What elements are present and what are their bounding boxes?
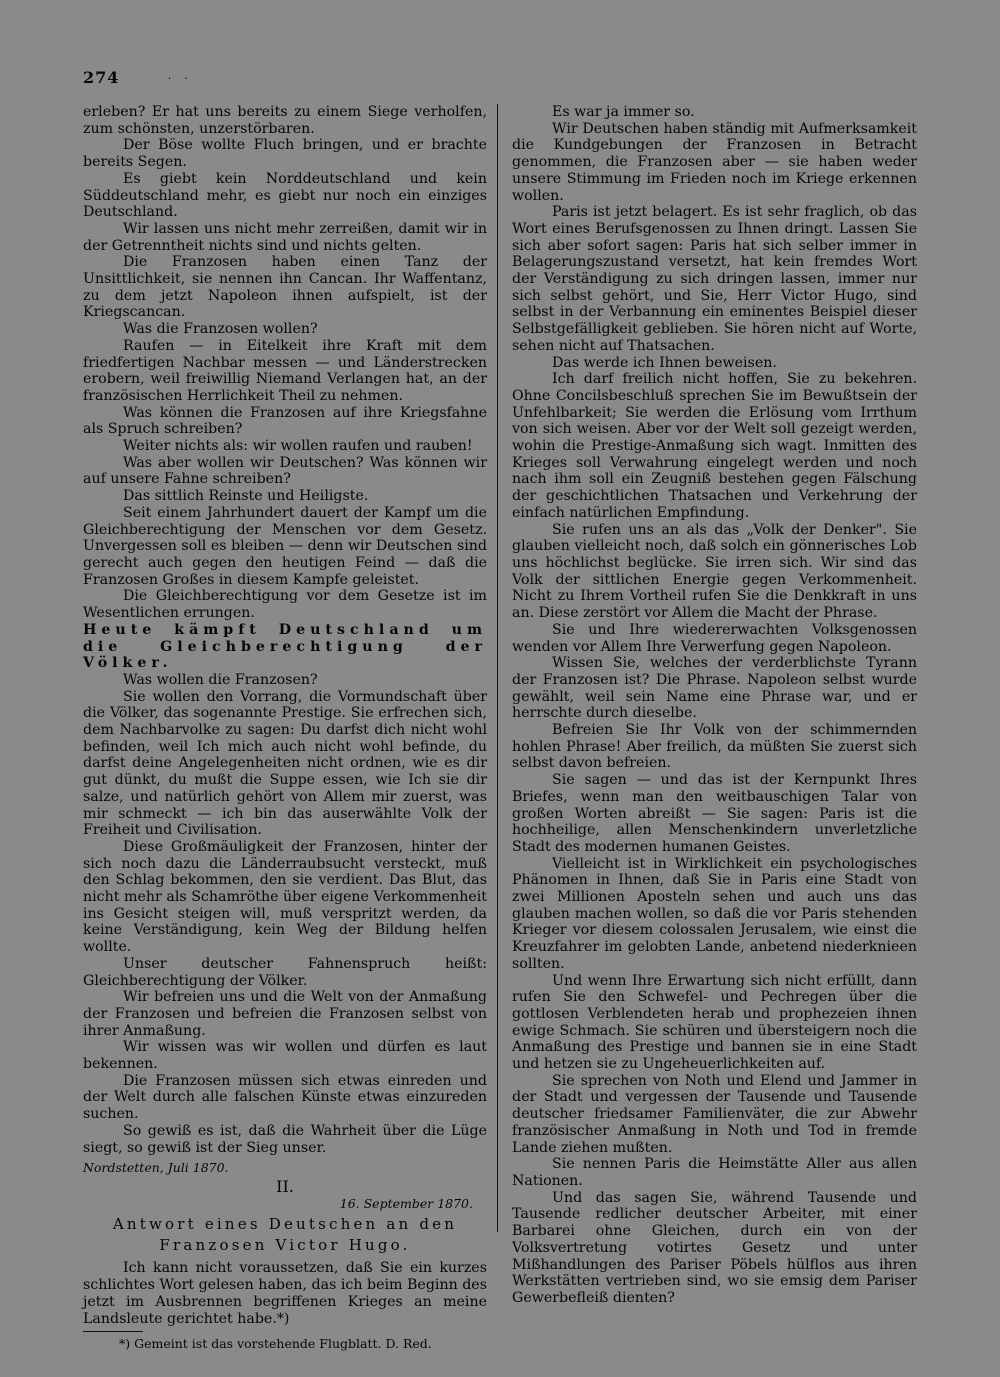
paragraph: Wissen Sie, welches der verderblichste Tyrann der Franzosen ist? Die Phrase. Napoleon selbst wurde gewählt, weil sein Name eine Phrase war, und er herrschte durch dieselbe.: [512, 655, 917, 722]
paragraph: Seit einem Jahrhundert dauert der Kampf um die Gleichberechtigung der Menschen vor dem Gesetz. Unvergessen soll es bleiben — denn wir Deutschen sind gerecht auch gegen den heutigen Feind — daß die Franzosen Großes in diesem Kampfe geleistet.: [83, 504, 487, 588]
paragraph: Was können die Franzosen auf ihre Kriegsfahne als Spruch schreiben?: [83, 404, 487, 438]
paragraph: Befreien Sie Ihr Volk von der schimmernden hohlen Phrase! Aber freilich, da müßten Sie zuerst sich selbst davon befreien.: [512, 722, 917, 772]
footnote-divider: [83, 1331, 143, 1332]
paragraph: Sie wollen den Vorrang, die Vormundschaft über die Völker, das sogenannte Prestige. Sie erfrechen sich, dem Nachbarvolke zu sagen: Du darfst dich nicht wohl befinden, weil Ich mich auch nicht wohl befinde, du darfst deine Angelegenheiten nicht ordnen, wie es dir gut dünkt, du mußt die Suppe essen, wie Ich sie dir salze, und natürlich gehört von Allem mir zuerst, was mir schmeckt — ich bin das auserwählte Volk der Freiheit und Civilisation.: [83, 688, 487, 839]
paragraph: Was die Franzosen wollen?: [123, 321, 318, 338]
paragraph: Sie nennen Paris die Heimstätte Aller aus allen Nationen.: [512, 1156, 917, 1189]
paragraph: Wir lassen uns nicht mehr zerreißen, damit wir in der Getrenntheit nichts sind und nichts gelten.: [83, 220, 487, 254]
paragraph: Und wenn Ihre Erwartung sich nicht erfüllt, dann rufen Sie den Schwefel- und Pechregen über die gottlosen Verblendeten herab und prophezeien ihnen ewige Schmach. Sie schüren und übersteigern noch die Anmaßung des Prestige und bannen sie in eine Stadt und hetzen sie zu Ungeheuerlichkeiten auf.: [512, 972, 917, 1073]
paragraph: Das sittlich Reinste und Heiligste.: [123, 488, 369, 505]
paragraph: Unser deutscher Fahnenspruch heißt: Gleichberechtigung der Völker.: [83, 955, 487, 989]
paragraph: Was aber wollen wir Deutschen? Was können wir auf unsere Fahne schreiben?: [83, 454, 487, 488]
paragraph: Die Gleichberechtigung vor dem Gesetze ist im Wesentlichen errungen.: [83, 588, 487, 622]
page-number: 274: [83, 68, 120, 87]
paragraph: erleben? Er hat uns bereits zu einem Siege verholfen, zum schönsten, unzerstörbaren.: [83, 104, 487, 137]
right-column: [512, 104, 917, 1307]
paragraph: Vielleicht ist in Wirklichkeit ein psychologisches Phänomen in Ihnen, daß Sie in Paris eine Stadt von zwei Millionen Aposteln sehen und auch uns das glauben machen wollen, so daß die vor Paris stehenden Krieger vor diesem colossalen Jerusalem, wie einst die Kreuzfahrer im gelobten Lande, anbetend niederknieen sollten.: [512, 855, 917, 972]
paragraph: Ich darf freilich nicht hoffen, Sie zu bekehren. Ohne Concilsbeschluß sprechen Sie im Bewußtsein der Unfehlbarkeit; Sie werden die Erlösung vom Irrthum von sich weisen. Aber vor der Welt soll gezeigt werden, wohin die Prestige-Anmaßung sich wagt. Inmitten des Krieges soll Verwahrung eingelegt werden und noch nach ihm soll ein Zeugniß bestehen gegen Fälschung der geschichtlichen Thatsachen und Verkehrung der einfach natürlichen Empfindung.: [512, 371, 917, 521]
paragraph: Paris ist jetzt belagert. Es ist sehr fraglich, ob das Wort eines Berufsgenossen zu Ihnen dringt. Lassen Sie sich aber sofort sagen: Paris hat sich selber immer in Belagerungszustand versetzt, hat kein fremdes Wort der Verständigung zu sich dringen lassen, immer nur sich selbst gehört, und Sie, Herr Victor Hugo, sind selbst in der Verbannung ein eminentes Beispiel dieser Selbstgefälligkeit geblieben. Sie hören nicht auf Worte, sehen nicht auf Thatsachen.: [512, 204, 917, 354]
paragraph: Diese Großmäuligkeit der Franzosen, hinter der sich noch dazu die Länderraubsucht versteckt, muß den Schlag bekommen, den sie verdient. Das Blut, das nicht mehr als Schamröthe über eigene Verkommenheit ins Gesicht steigen will, muß verspritzt werden, da keine Verständigung, kein Weg der Bildung helfen wollte.: [83, 838, 487, 956]
paragraph: Es war ja immer so.: [552, 104, 695, 120]
paragraph: Die Franzosen haben einen Tanz der Unsittlichkeit, sie nennen ihn Cancan. Ihr Waffentanz, zu dem jetzt Napoleon ihnen aufspielt, ist der Kriegscancan.: [83, 254, 487, 321]
paragraph: Raufen — in Eitelkeit ihre Kraft mit dem friedfertigen Nachbar messen — und Länderstrecken erobern, weil freiwillig Niemand Verlangen hat, an der französischen Herrlichkeit Theil zu nehmen.: [83, 337, 487, 404]
left-paragraphs-c: [83, 1260, 487, 1327]
section-number: II.: [276, 1177, 294, 1196]
section-date: 16. September 1870.: [339, 1195, 473, 1211]
column-divider: [497, 104, 498, 1232]
paragraph: Der Böse wollte Fluch bringen, und er brachte bereits Segen.: [83, 137, 487, 171]
paragraph: Sie rufen uns an als das „Volk der Denker". Sie glauben vielleicht noch, daß solch ein gönnerisches Lob uns höchlichst beglücke. Sie irren sich. Wir sind das Volk der sittlichen Energie gegen Verkommenheit. Nicht zu Ihrem Vortheil rufen Sie die Denkkraft in uns an. Diese zerstört vor Allem die Macht der Phrase.: [512, 521, 917, 622]
paragraph: Ich kann nicht voraussetzen, daß Sie ein kurzes schlichtes Wort gelesen haben, das ich beim Beginn des jetzt im Ausbrennen begriffenen Krieges an meine Landsleute gerichtet habe.*): [83, 1260, 487, 1327]
dateline: Nordstetten, Juli 1870.: [83, 1160, 229, 1176]
emphasis-line: Heute kämpft Deutschland um die Gleichberechtigung der Völker.: [83, 621, 487, 672]
left-column: [83, 104, 487, 1353]
paragraph: Wir wissen was wir wollen und dürfen es laut bekennen.: [83, 1039, 487, 1073]
paragraph: Es giebt kein Norddeutschland und kein Süddeutschland mehr, es giebt nur noch ein einziges Deutschland.: [83, 170, 487, 221]
paragraph: Die Franzosen müssen sich etwas einreden und der Welt durch alle falschen Künste etwas einzureden suchen.: [83, 1072, 487, 1123]
paragraph: Und das sagen Sie, während Tausende und Tausende redlicher deutscher Arbeiter, mit einer Barbarei ohne Gleichen, durch ein von der Volksvertretung votirtes Gesetz und unter Mißhandlungen des Pariser Pöbels hülflos aus ihren Werkstätten vertrieben sind, wo sie emsig dem Pariser Gewerbefleiß dienten?: [512, 1189, 917, 1306]
paragraph: Wir befreien uns und die Welt von der Anmaßung der Franzosen und befreien die Franzosen selbst von ihrer Anmaßung.: [83, 989, 487, 1039]
left-paragraphs-a: [83, 104, 487, 622]
section-title: Antwort eines Deutschen an den Franzosen Victor Hugo.: [112, 1215, 458, 1255]
paragraph: Was wollen die Franzosen?: [123, 671, 318, 688]
paragraph: Weiter nichts als: wir wollen raufen und rauben!: [123, 438, 473, 455]
paragraph: So gewiß es ist, daß die Wahrheit über die Lüge siegt, so gewiß ist der Sieg unser.: [83, 1122, 487, 1156]
left-paragraphs-b: [83, 672, 487, 1156]
paragraph: Sie und Ihre wiedererwachten Volksgenossen wenden vor Allem Ihre Verwerfung gegen Napoleon.: [512, 621, 917, 655]
paragraph: Sie sprechen von Noth und Elend und Jammer in der Stadt und vergessen der Tausende und Tausende deutscher friedsamer Familienväter, die zur Abwehr französischer Anmaßung in Noth und Tod in fremde Lande ziehen mußten.: [512, 1072, 917, 1156]
paragraph: Sie sagen — und das ist der Kernpunkt Ihres Briefes, wenn man den weitbauschigen Talar von großen Worten abreißt — Sie sagen: Paris ist die hochheilige, allen Menschenkindern unverletzliche Stadt des modernen humanen Geistes.: [512, 772, 917, 855]
paragraph: Wir Deutschen haben ständig mit Aufmerksamkeit die Kundgebungen der Franzosen in Betracht genommen, die Franzosen aber — sie haben weder unsere Stimmung im Frieden noch im Kriege erkennen wollen.: [512, 120, 917, 204]
paragraph: Das werde ich Ihnen beweisen.: [552, 354, 777, 371]
footnote: *) Gemeint ist das vorstehende Flugblatt. D. Red.: [119, 1336, 432, 1352]
page-marks: . .: [168, 71, 193, 82]
right-paragraphs: [512, 104, 917, 1307]
